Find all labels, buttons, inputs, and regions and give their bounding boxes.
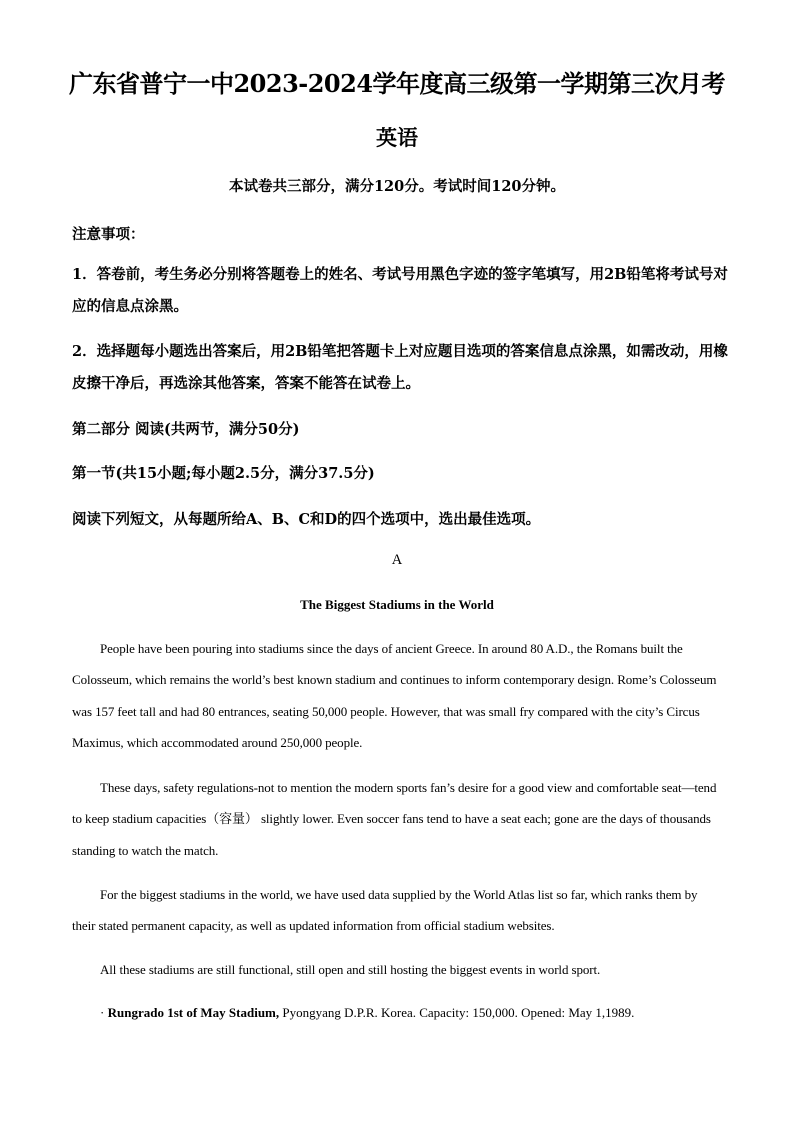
passage-paragraph: These days, safety regulations-not to mention the modern sports fan’s desire for a good view and comfortable seat—tend to keep stadium capacities（容量） slightly lower. Even soccer fans tend to have a seat each; gone are the days of thousands standing to watch the match. xyxy=(72,780,717,858)
exam-title: 广东省普宁一中2023-2024学年度高三级第一学期第三次月考 xyxy=(68,69,726,98)
passage-letter: A xyxy=(391,552,403,568)
passage-paragraph: People have been pouring into stadiums since the days of ancient Greece. In around 80 A.D., the Romans built the Colosseum, which remains the world’s best known stadium and continues to inform contemporary design. Rome’s Colosseum was 157 feet tall and had 80 entrances, seating 50,000 people. However, that was small fry compared with the city’s Circus Maximus, which accommodated around 250,000 people. xyxy=(72,641,717,750)
stadium-details: Pyongyang D.P.R. Korea. Capacity: 150,000. Opened: May 1,1989. xyxy=(279,1005,635,1020)
notes-heading: 注意事项： xyxy=(72,226,145,243)
notes-item-2: 2．选择题每小题选出答案后，用2B铅笔把答题卡上对应题目选项的答案信息点涂黑，如需改动，用橡皮擦干净后，再选涂其他答案，答案不能答在试卷上。 xyxy=(72,343,728,392)
exam-intro: 本试卷共三部分，满分120分。考试时间120分钟。 xyxy=(228,178,566,195)
section-subsection: 第一节(共15小题;每小题2.5分，满分37.5分) xyxy=(72,465,375,482)
stadium-list-item xyxy=(100,1005,634,1021)
notes-item-1: 1．答卷前，考生务必分别将答题卷上的姓名、考试号用黑色字迹的签字笔填写，用2B铅笔将考试号对应的信息点涂黑。 xyxy=(72,266,728,315)
bullet-marker: · xyxy=(100,1005,105,1020)
section-part: 第二部分 阅读(共两节，满分50分) xyxy=(72,421,300,438)
stadium-name: Rungrado 1st of May Stadium, xyxy=(107,1005,280,1020)
section-instruction: 阅读下列短文，从每题所给A、B、C和D的四个选项中，选出最佳选项。 xyxy=(72,511,541,528)
passage-paragraph: For the biggest stadiums in the world, we have used data supplied by the World Atlas list so far, which ranks them by their stated permanent capacity, as well as updated information from official stadium websites. xyxy=(72,887,698,934)
passage-paragraph: All these stadiums are still functional, still open and still hosting the biggest events in world sport. xyxy=(100,962,601,977)
passage-title: The Biggest Stadiums in the World xyxy=(300,597,494,612)
subject-title: 英语 xyxy=(376,125,418,150)
